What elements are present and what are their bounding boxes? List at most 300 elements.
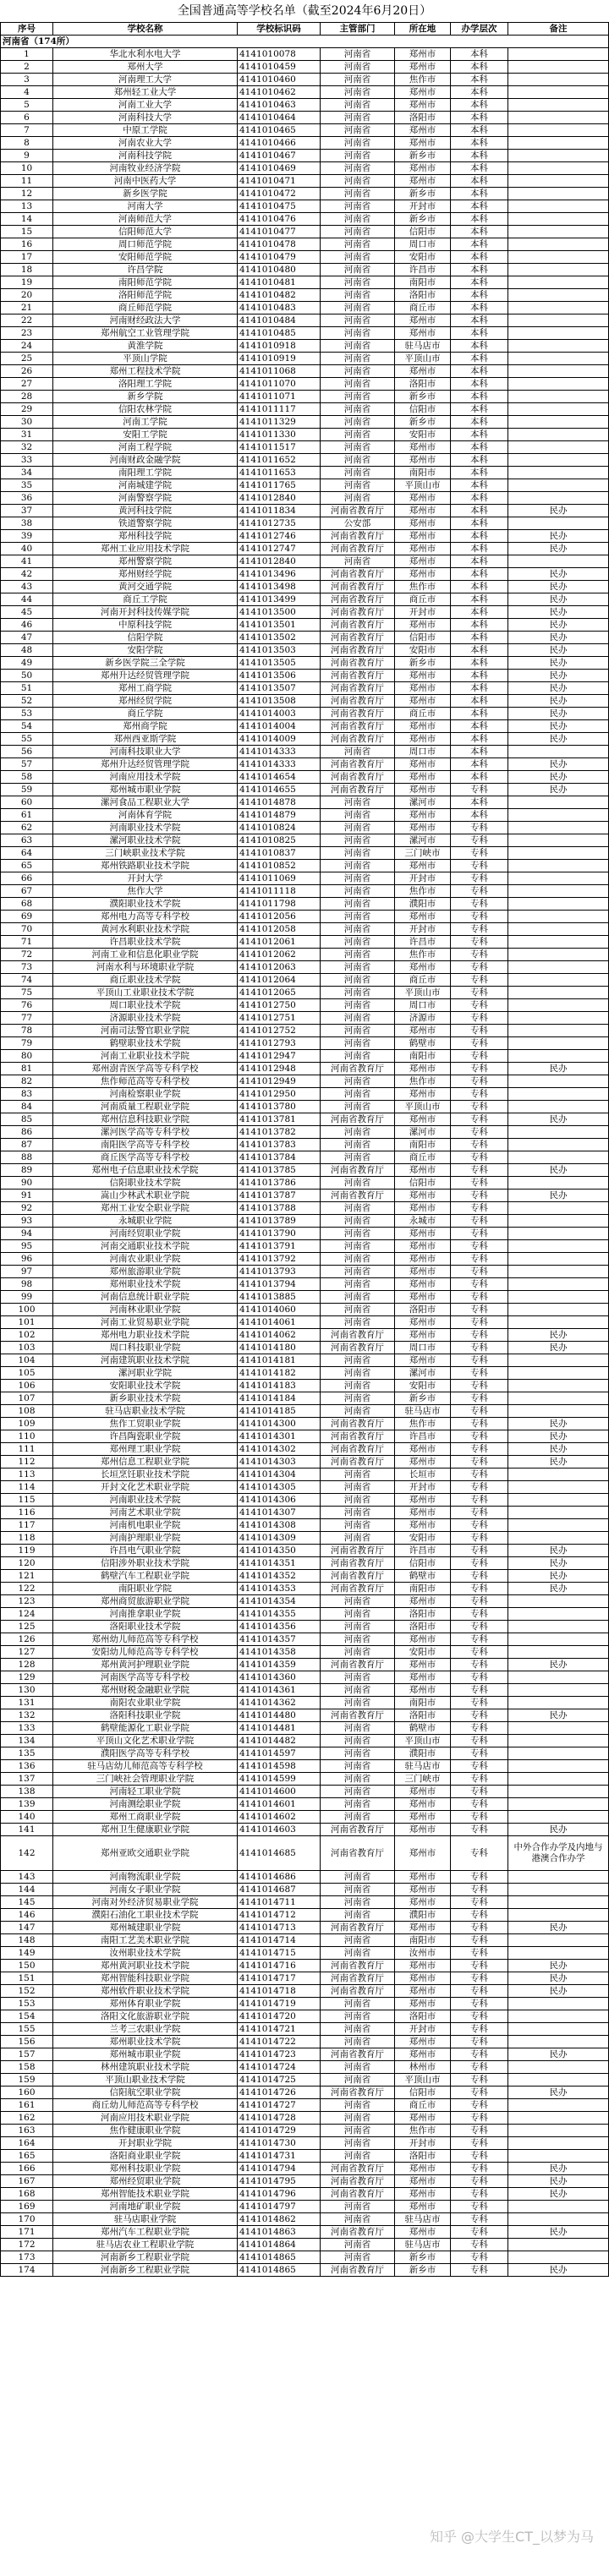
table-row xyxy=(1,276,609,289)
level-cell: 本科 xyxy=(451,200,508,213)
department-cell: 河南省教育厅 xyxy=(321,1985,395,1998)
level-cell: 专科 xyxy=(451,834,508,847)
table-row xyxy=(1,2112,609,2125)
note-cell xyxy=(508,1240,609,1253)
school-name-cell: 周口科技职业学院 xyxy=(53,1342,238,1354)
level-cell: 本科 xyxy=(451,238,508,251)
row-index-cell: 85 xyxy=(1,1113,53,1126)
note-cell xyxy=(508,1101,609,1113)
table-row xyxy=(1,1494,609,1507)
school-name-cell: 郑州卫生健康职业学院 xyxy=(53,1824,238,1836)
table-row xyxy=(1,251,609,264)
department-cell: 河南省教育厅 xyxy=(321,543,395,555)
location-cell: 郑州市 xyxy=(395,1456,451,1468)
table-row xyxy=(1,1139,609,1151)
school-name-cell: 兰考三农职业学院 xyxy=(53,2023,238,2036)
location-cell: 郑州市 xyxy=(395,1836,451,1871)
note-cell xyxy=(508,467,609,479)
level-cell: 专科 xyxy=(451,1747,508,1760)
department-cell: 河南省 xyxy=(321,796,395,809)
department-cell: 河南省 xyxy=(321,1646,395,1659)
table-row xyxy=(1,150,609,162)
note-cell: 民办 xyxy=(508,1113,609,1126)
school-code-cell: 4141014723 xyxy=(238,2048,321,2061)
department-cell: 河南省 xyxy=(321,1367,395,1380)
department-cell: 河南省教育厅 xyxy=(321,606,395,619)
department-cell: 河南省 xyxy=(321,860,395,872)
school-name-cell: 信阳涉外职业技术学院 xyxy=(53,1557,238,1570)
location-cell: 驻马店市 xyxy=(395,340,451,353)
department-cell: 河南省教育厅 xyxy=(321,1113,395,1126)
level-cell: 本科 xyxy=(451,251,508,264)
location-cell: 信阳市 xyxy=(395,226,451,238)
school-code-cell: 4141014185 xyxy=(238,1405,321,1418)
department-cell: 河南省教育厅 xyxy=(321,1922,395,1934)
location-cell: 许昌市 xyxy=(395,936,451,949)
row-index-cell: 134 xyxy=(1,1735,53,1747)
school-code-cell: 4141014354 xyxy=(238,1595,321,1608)
table-row xyxy=(1,555,609,568)
location-cell: 濮阳市 xyxy=(395,898,451,911)
school-name-cell: 河南质量工程职业学院 xyxy=(53,1101,238,1113)
row-index-cell: 83 xyxy=(1,1088,53,1101)
row-index-cell: 58 xyxy=(1,771,53,784)
table-row xyxy=(1,1985,609,1998)
row-index-cell: 1 xyxy=(1,48,53,61)
location-cell: 平顶山市 xyxy=(395,1101,451,1113)
row-index-cell: 72 xyxy=(1,949,53,961)
row-index-cell: 26 xyxy=(1,365,53,378)
department-cell: 河南省 xyxy=(321,1722,395,1735)
school-name-cell: 濮阳医学高等专科学校 xyxy=(53,1747,238,1760)
school-name-cell: 黄河科技学院 xyxy=(53,505,238,517)
level-cell: 专科 xyxy=(451,2125,508,2137)
level-cell: 本科 xyxy=(451,213,508,226)
location-cell: 郑州市 xyxy=(395,61,451,74)
level-cell: 专科 xyxy=(451,1418,508,1430)
location-cell: 郑州市 xyxy=(395,1633,451,1646)
row-index-cell: 140 xyxy=(1,1811,53,1824)
department-cell: 河南省 xyxy=(321,1405,395,1418)
table-row xyxy=(1,1760,609,1773)
row-index-cell: 37 xyxy=(1,505,53,517)
school-code-cell: 4141014716 xyxy=(238,1960,321,1972)
note-cell: 民办 xyxy=(508,530,609,543)
table-row xyxy=(1,175,609,188)
level-cell: 专科 xyxy=(451,1025,508,1037)
department-cell: 河南省 xyxy=(321,1494,395,1507)
note-cell: 民办 xyxy=(508,1583,609,1595)
school-name-cell: 郑州体育职业学院 xyxy=(53,1998,238,2010)
school-name-cell: 郑州信息科技职业学院 xyxy=(53,1113,238,1126)
document-title: 全国普通高等学校名单（截至2024年6月20日） xyxy=(177,4,432,18)
row-index-cell: 155 xyxy=(1,2023,53,2036)
location-cell: 洛阳市 xyxy=(395,1608,451,1621)
row-index-cell: 105 xyxy=(1,1367,53,1380)
note-cell xyxy=(508,2074,609,2087)
location-cell: 南阳市 xyxy=(395,276,451,289)
row-index-cell: 61 xyxy=(1,809,53,822)
school-name-cell: 河南建筑职业技术学院 xyxy=(53,1354,238,1367)
level-cell: 本科 xyxy=(451,226,508,238)
location-cell: 郑州市 xyxy=(395,1278,451,1291)
level-cell: 专科 xyxy=(451,1405,508,1418)
note-cell xyxy=(508,327,609,340)
school-name-cell: 洛阳师范学院 xyxy=(53,289,238,302)
table-row xyxy=(1,1354,609,1367)
school-code-cell: 4141014009 xyxy=(238,733,321,746)
school-code-cell: 4141013885 xyxy=(238,1291,321,1304)
school-code-cell: 4141014362 xyxy=(238,1697,321,1709)
level-cell: 专科 xyxy=(451,860,508,872)
note-cell: 民办 xyxy=(508,1545,609,1557)
note-cell: 民办 xyxy=(508,1922,609,1934)
row-index-cell: 103 xyxy=(1,1342,53,1354)
table-row xyxy=(1,1884,609,1896)
department-cell: 河南省 xyxy=(321,302,395,314)
note-cell xyxy=(508,1354,609,1367)
level-cell: 本科 xyxy=(451,112,508,124)
location-cell: 商丘市 xyxy=(395,1151,451,1164)
department-cell: 河南省 xyxy=(321,1871,395,1884)
school-code-cell: 4141011329 xyxy=(238,416,321,429)
school-code-cell: 4141014603 xyxy=(238,1824,321,1836)
level-cell: 专科 xyxy=(451,961,508,974)
row-index-cell: 59 xyxy=(1,784,53,796)
school-code-cell: 4141012063 xyxy=(238,961,321,974)
row-index-cell: 77 xyxy=(1,1012,53,1025)
school-name-cell: 河南水利与环境职业学院 xyxy=(53,961,238,974)
table-row xyxy=(1,530,609,543)
location-cell: 郑州市 xyxy=(395,2036,451,2048)
table-row xyxy=(1,378,609,391)
location-cell: 郑州市 xyxy=(395,720,451,733)
level-cell: 专科 xyxy=(451,1972,508,1985)
location-cell: 开封市 xyxy=(395,2137,451,2150)
school-name-cell: 郑州警察学院 xyxy=(53,555,238,568)
school-name-cell: 汝州职业技术学院 xyxy=(53,1947,238,1960)
note-cell xyxy=(508,2251,609,2264)
row-index-cell: 174 xyxy=(1,2264,53,2277)
school-code-cell: 4141014350 xyxy=(238,1545,321,1557)
school-code-cell: 4141010466 xyxy=(238,137,321,150)
school-code-cell: 4141010477 xyxy=(238,226,321,238)
location-cell: 焦作市 xyxy=(395,581,451,593)
note-cell xyxy=(508,555,609,568)
school-code-cell: 4141010465 xyxy=(238,124,321,137)
school-name-cell: 河南经贸职业学院 xyxy=(53,1228,238,1240)
school-code-cell: 4141013792 xyxy=(238,1253,321,1266)
school-name-cell: 郑州工业安全职业学院 xyxy=(53,1202,238,1215)
row-index-cell: 78 xyxy=(1,1025,53,1037)
table-row xyxy=(1,1960,609,1972)
row-index-cell: 158 xyxy=(1,2061,53,2074)
row-index-cell: 132 xyxy=(1,1709,53,1722)
school-code-cell: 4141011068 xyxy=(238,365,321,378)
department-cell: 河南省 xyxy=(321,1595,395,1608)
school-name-cell: 河南开封科技传媒学院 xyxy=(53,606,238,619)
school-name-cell: 中原科技学院 xyxy=(53,619,238,632)
department-cell: 河南省教育厅 xyxy=(321,1583,395,1595)
row-index-cell: 73 xyxy=(1,961,53,974)
table-row xyxy=(1,1481,609,1494)
location-cell: 焦作市 xyxy=(395,1418,451,1430)
school-name-cell: 河南应用技术职业学院 xyxy=(53,2112,238,2125)
row-index-cell: 163 xyxy=(1,2125,53,2137)
level-cell: 专科 xyxy=(451,1947,508,1960)
table-row xyxy=(1,999,609,1012)
department-cell: 河南省教育厅 xyxy=(321,1824,395,1836)
row-index-cell: 119 xyxy=(1,1545,53,1557)
note-cell xyxy=(508,1747,609,1760)
location-cell: 濮阳市 xyxy=(395,1909,451,1922)
note-cell xyxy=(508,1088,609,1101)
school-code-cell: 4141013791 xyxy=(238,1240,321,1253)
level-cell: 专科 xyxy=(451,2087,508,2099)
table-row xyxy=(1,2226,609,2239)
school-code-cell: 4141014728 xyxy=(238,2112,321,2125)
school-name-cell: 洛阳商业职业学院 xyxy=(53,2150,238,2163)
department-cell: 河南省 xyxy=(321,1088,395,1101)
school-name-cell: 河南新乡工程职业学院 xyxy=(53,2264,238,2277)
department-cell: 河南省 xyxy=(321,276,395,289)
location-cell: 郑州市 xyxy=(395,555,451,568)
level-cell: 专科 xyxy=(451,1050,508,1063)
note-cell xyxy=(508,1126,609,1139)
school-name-cell: 郑州经贸职业学院 xyxy=(53,2175,238,2188)
row-index-cell: 52 xyxy=(1,695,53,708)
table-row xyxy=(1,1697,609,1709)
table-row xyxy=(1,1570,609,1583)
table-row xyxy=(1,746,609,758)
note-cell: 民办 xyxy=(508,1190,609,1202)
note-cell xyxy=(508,1304,609,1316)
note-cell xyxy=(508,276,609,289)
watermark: 知乎 @大学生CT_以梦为马 xyxy=(429,2529,594,2545)
level-cell: 专科 xyxy=(451,1342,508,1354)
school-code-cell: 4141010478 xyxy=(238,238,321,251)
department-cell: 河南省 xyxy=(321,1811,395,1824)
table-body xyxy=(1,36,609,2277)
school-code-cell: 4141011517 xyxy=(238,441,321,454)
row-index-cell: 17 xyxy=(1,251,53,264)
note-cell: 民办 xyxy=(508,2087,609,2099)
department-cell: 河南省 xyxy=(321,124,395,137)
location-cell: 新乡市 xyxy=(395,657,451,670)
school-code-cell: 4141014712 xyxy=(238,1909,321,1922)
level-cell: 专科 xyxy=(451,2099,508,2112)
row-index-cell: 112 xyxy=(1,1456,53,1468)
row-index-cell: 108 xyxy=(1,1405,53,1418)
location-cell: 南阳市 xyxy=(395,1697,451,1709)
school-code-cell: 4141013793 xyxy=(238,1266,321,1278)
table-row xyxy=(1,1405,609,1418)
school-code-cell: 4141014687 xyxy=(238,1884,321,1896)
location-cell: 郑州市 xyxy=(395,1684,451,1697)
location-cell: 漯河市 xyxy=(395,834,451,847)
level-cell: 专科 xyxy=(451,2226,508,2239)
note-cell xyxy=(508,847,609,860)
level-cell: 本科 xyxy=(451,61,508,74)
school-name-cell: 平顶山学院 xyxy=(53,353,238,365)
school-name-cell: 长垣烹饪职业技术学院 xyxy=(53,1468,238,1481)
department-cell: 河南省 xyxy=(321,175,395,188)
school-name-cell: 郑州信息工程职业学院 xyxy=(53,1456,238,1468)
location-cell: 郑州市 xyxy=(395,1972,451,1985)
school-code-cell: 4141014351 xyxy=(238,1557,321,1570)
note-cell xyxy=(508,403,609,416)
location-cell: 南阳市 xyxy=(395,1583,451,1595)
location-cell: 洛阳市 xyxy=(395,289,451,302)
table-row xyxy=(1,302,609,314)
location-cell: 郑州市 xyxy=(395,2201,451,2213)
location-cell: 驻马店市 xyxy=(395,1405,451,1418)
school-code-cell: 4141011798 xyxy=(238,898,321,911)
school-name-cell: 漯河医学高等专科学校 xyxy=(53,1126,238,1139)
table-row xyxy=(1,1164,609,1177)
school-code-cell: 4141011070 xyxy=(238,378,321,391)
level-cell: 本科 xyxy=(451,682,508,695)
note-cell xyxy=(508,860,609,872)
school-name-cell: 郑州工程技术学院 xyxy=(53,365,238,378)
school-code-cell: 4141014060 xyxy=(238,1304,321,1316)
row-index-cell: 123 xyxy=(1,1595,53,1608)
row-index-cell: 150 xyxy=(1,1960,53,1972)
note-cell xyxy=(508,1671,609,1684)
note-cell: 民办 xyxy=(508,1960,609,1972)
school-name-cell: 河南科技大学 xyxy=(53,112,238,124)
level-cell: 专科 xyxy=(451,1760,508,1773)
row-index-cell: 131 xyxy=(1,1697,53,1709)
level-cell: 本科 xyxy=(451,150,508,162)
row-index-cell: 27 xyxy=(1,378,53,391)
school-name-cell: 河南物流职业学院 xyxy=(53,1871,238,1884)
row-index-cell: 153 xyxy=(1,1998,53,2010)
location-cell: 洛阳市 xyxy=(395,378,451,391)
school-name-cell: 河南大学 xyxy=(53,200,238,213)
location-cell: 驻马店市 xyxy=(395,1760,451,1773)
school-name-cell: 驻马店农业工程职业学院 xyxy=(53,2239,238,2251)
row-index-cell: 81 xyxy=(1,1063,53,1075)
department-cell: 河南省 xyxy=(321,1012,395,1025)
school-name-cell: 郑州旅游职业学院 xyxy=(53,1266,238,1278)
location-cell: 郑州市 xyxy=(395,961,451,974)
location-cell: 郑州市 xyxy=(395,1113,451,1126)
school-name-cell: 郑州城建职业学院 xyxy=(53,1922,238,1934)
table-row xyxy=(1,1646,609,1659)
note-cell: 民办 xyxy=(508,644,609,657)
location-cell: 郑州市 xyxy=(395,1354,451,1367)
table-row xyxy=(1,2239,609,2251)
school-code-cell: 4141014726 xyxy=(238,2087,321,2099)
location-cell: 永城市 xyxy=(395,1215,451,1228)
location-cell: 郑州市 xyxy=(395,2048,451,2061)
school-name-cell: 郑州亚欧交通职业学院 xyxy=(53,1836,238,1871)
school-code-cell: 4141013503 xyxy=(238,644,321,657)
location-cell: 郑州市 xyxy=(395,2226,451,2239)
row-index-cell: 7 xyxy=(1,124,53,137)
school-code-cell: 4141014352 xyxy=(238,1570,321,1583)
note-cell xyxy=(508,1037,609,1050)
note-cell xyxy=(508,1735,609,1747)
level-cell: 专科 xyxy=(451,885,508,898)
note-cell xyxy=(508,1595,609,1608)
department-cell: 河南省 xyxy=(321,1773,395,1786)
level-cell: 本科 xyxy=(451,708,508,720)
school-name-cell: 驻马店幼儿师范高等专科学校 xyxy=(53,1760,238,1773)
location-cell: 郑州市 xyxy=(395,314,451,327)
level-cell: 本科 xyxy=(451,403,508,416)
level-cell: 专科 xyxy=(451,1532,508,1545)
school-code-cell: 4141013783 xyxy=(238,1139,321,1151)
department-cell: 河南省 xyxy=(321,1998,395,2010)
note-cell xyxy=(508,1392,609,1405)
row-index-cell: 70 xyxy=(1,923,53,936)
level-cell: 本科 xyxy=(451,632,508,644)
school-code-cell: 4141012062 xyxy=(238,949,321,961)
school-code-cell: 4141014601 xyxy=(238,1798,321,1811)
school-name-cell: 河南财经政法大学 xyxy=(53,314,238,327)
note-cell xyxy=(508,1481,609,1494)
table-row xyxy=(1,238,609,251)
department-cell: 河南省教育厅 xyxy=(321,1709,395,1722)
department-cell: 河南省 xyxy=(321,1884,395,1896)
department-cell: 河南省教育厅 xyxy=(321,1443,395,1456)
header-note: 备注 xyxy=(508,23,609,36)
school-code-cell: 4141011330 xyxy=(238,429,321,441)
note-cell xyxy=(508,238,609,251)
row-index-cell: 101 xyxy=(1,1316,53,1329)
table-row xyxy=(1,1659,609,1671)
department-cell: 河南省教育厅 xyxy=(321,733,395,746)
department-cell: 河南省 xyxy=(321,1760,395,1773)
school-name-cell: 南阳职业学院 xyxy=(53,1583,238,1595)
location-cell: 郑州市 xyxy=(395,733,451,746)
level-cell: 本科 xyxy=(451,454,508,467)
school-name-cell: 河南工学院 xyxy=(53,416,238,429)
level-cell: 专科 xyxy=(451,1316,508,1329)
department-cell: 河南省 xyxy=(321,1228,395,1240)
row-index-cell: 121 xyxy=(1,1570,53,1583)
level-cell: 本科 xyxy=(451,416,508,429)
location-cell: 新乡市 xyxy=(395,1392,451,1405)
school-code-cell: 4141014062 xyxy=(238,1329,321,1342)
note-cell xyxy=(508,1202,609,1215)
row-index-cell: 30 xyxy=(1,416,53,429)
school-code-cell: 4141014333 xyxy=(238,746,321,758)
row-index-cell: 144 xyxy=(1,1884,53,1896)
location-cell: 郑州市 xyxy=(395,771,451,784)
level-cell: 专科 xyxy=(451,2201,508,2213)
table-row xyxy=(1,1633,609,1646)
note-cell xyxy=(508,1367,609,1380)
location-cell: 郑州市 xyxy=(395,1164,451,1177)
school-name-cell: 河南职业技术学院 xyxy=(53,822,238,834)
level-cell: 专科 xyxy=(451,1709,508,1722)
table-row xyxy=(1,1456,609,1468)
school-code-cell: 4141013784 xyxy=(238,1151,321,1164)
row-index-cell: 19 xyxy=(1,276,53,289)
school-code-cell: 4141014361 xyxy=(238,1684,321,1697)
table-row xyxy=(1,441,609,454)
level-cell: 专科 xyxy=(451,1202,508,1215)
department-cell: 河南省 xyxy=(321,162,395,175)
school-name-cell: 郑州商学院 xyxy=(53,720,238,733)
level-cell: 专科 xyxy=(451,1922,508,1934)
level-cell: 本科 xyxy=(451,581,508,593)
note-cell xyxy=(508,48,609,61)
department-cell: 河南省 xyxy=(321,99,395,112)
